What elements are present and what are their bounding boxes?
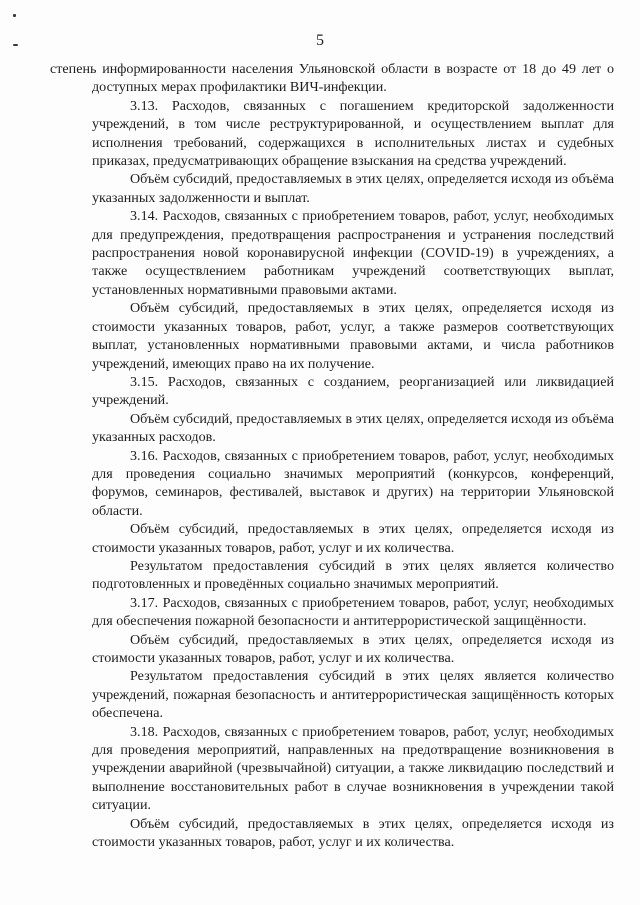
paragraph-3-16-result: Результатом предоставления субсидий в этих целях является количество подготовленных и проведённых социально значимых мероприятий. [92, 557, 614, 593]
paragraph-3-16: 3.16. Расходов, связанных с приобретением товаров, работ, услуг, необходимых для проведения социально значимых мероприятий (конкурсов, конференций, форумов, семинаров, фестивалей, выставок и других) на территории Ульяновской области. [92, 447, 614, 519]
paragraph-3-17: 3.17. Расходов, связанных с приобретением товаров, работ, услуг, необходимых для обеспечения пожарной безопасности и антитеррористической защищённости. [92, 594, 614, 630]
paragraph-3-18: 3.18. Расходов, связанных с приобретением товаров, работ, услуг, необходимых для проведения мероприятий, направленных на предотвращение возникновения в учреждении аварийной (чрезвычайной) ситуации, а также ликвидацию последствий и выполнение восстановительных работ в случае возникновения в учреждении такой ситуации. [92, 723, 614, 814]
paragraph-3-13: 3.13. Расходов, связанных с погашением кредиторской задолженности учреждений, в том числе реструктурированной, и осуществлением выплат для исполнения требований, содержащихся в исполнительных листах и судебных приказах, предусматривающих обращение взыскания на средства учреждений. [92, 97, 614, 170]
document-body [50, 60, 614, 851]
paragraph-3-17-result: Результатом предоставления субсидий в этих целях является количество учреждений, пожарная безопасность и антитеррористическая защищённость которых обеспечена. [92, 668, 614, 722]
paragraph-3-16-amount: Объём субсидий, предоставляемых в этих целях, определяется исходя из стоимости указанных товаров, работ, услуг и их количества. [92, 521, 614, 556]
paragraph-3-15-amount: Объём субсидий, предоставляемых в этих целях, определяется исходя из объёма указанных расходов. [92, 410, 614, 446]
paragraph-3-14: 3.14. Расходов, связанных с приобретением товаров, работ, услуг, необходимых для предупреждения, предотвращения распространения и устранения последствий распространения новой коронавирусной инфекции (COVID-19) в учреждениях, а также осуществлением работникам учреждений соответствующих выплат, установленных нормативными правовыми актами. [92, 208, 614, 298]
paragraph-continuation: степень информированности населения Ульяновской области в возрасте от 18 до 49 лет о доступных мерах профилактики ВИЧ-инфекции. [50, 61, 614, 96]
paragraph-3-17-amount: Объём субсидий, предоставляемых в этих целях, определяется исходя из стоимости указанных товаров, работ, услуг и их количества. [92, 631, 614, 666]
paragraph-3-15: 3.15. Расходов, связанных с созданием, реорганизацией или ликвидацией учреждений. [92, 373, 614, 409]
paragraph-3-14-amount: Объём субсидий, предоставляемых в этих целях, определяется исходя из стоимости указанных товаров, работ, услуг, а также размеров соответствующих выплат, установленных нормативными правовыми актами, и числа работников учреждений, имеющих право на их получение. [92, 300, 614, 372]
page-number: 5 [316, 32, 324, 49]
paragraph-3-18-amount: Объём субсидий, предоставляемых в этих целях, определяется исходя из стоимости указанных товаров, работ, услуг и их количества. [92, 815, 614, 851]
scan-artifact-mark [13, 14, 16, 17]
paragraph-3-13-amount: Объём субсидий, предоставляемых в этих целях, определяется исходя из объёма указанных задолженности и выплат. [92, 171, 614, 206]
